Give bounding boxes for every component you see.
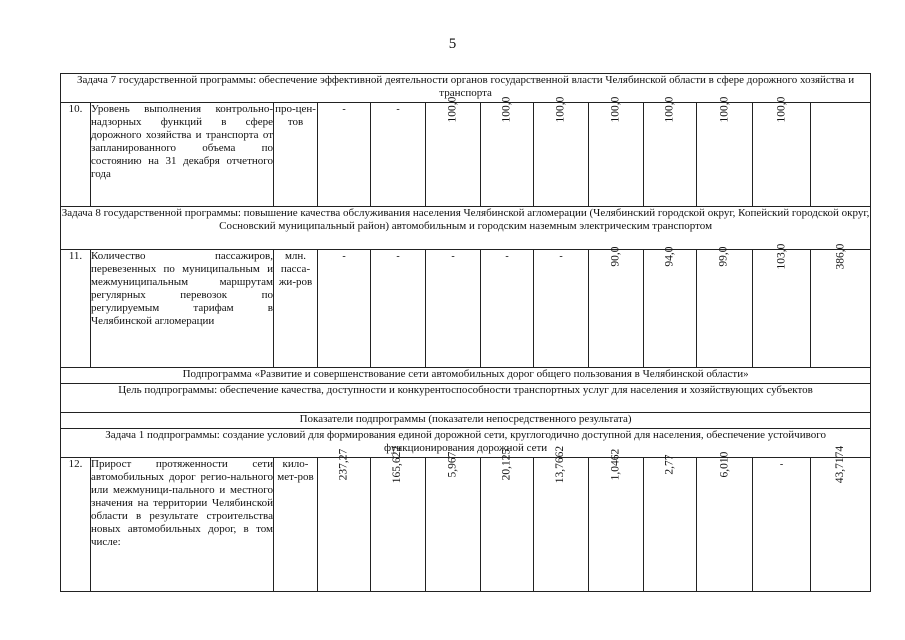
section-task7: Задача 7 государственной программы: обеспечение эффективной деятельности органов государственной власти Челябинской области в сфере дорожного хозяйства и транспорта: [61, 74, 871, 103]
value: 2,77: [663, 454, 676, 475]
value: -: [559, 251, 563, 262]
table-row: [61, 250, 871, 368]
value: 6,010: [718, 451, 730, 478]
value-cell: [811, 445, 871, 592]
indicator-unit: про-цен-тов: [274, 103, 318, 207]
value: 100,0: [500, 96, 513, 123]
value: 100,0: [718, 96, 730, 123]
value: 237,27: [337, 448, 350, 481]
value-cell: [753, 458, 811, 592]
section-goal: Цель подпрограммы: обеспечение качества, доступности и конкурентоспособности транспортных услуг для населения и хозяйствующих субъектов: [61, 384, 871, 413]
indicator-name: Уровень выполнения контрольно-надзорных функций в сфере дорожного хозяйства и транспорта от запланированного объема по состоянию на 31 декабря отчетного года: [91, 103, 274, 207]
value-cell: [589, 96, 644, 207]
value: 13,7662: [554, 445, 567, 484]
table-row: [61, 103, 871, 207]
page-number: 5: [448, 36, 457, 52]
value: 103,0: [775, 243, 787, 270]
value: -: [342, 251, 346, 262]
value-cell: [371, 103, 426, 207]
value-cell: [644, 454, 697, 592]
section-row: [61, 413, 871, 429]
row-number: 11.: [61, 250, 91, 368]
value: 100,0: [554, 96, 567, 123]
value-cell: [481, 250, 534, 368]
row-number: 10.: [61, 103, 91, 207]
value: 99,0: [718, 246, 730, 267]
row-number: 12.: [61, 458, 91, 592]
section-row: [61, 384, 871, 413]
table-row: [61, 458, 871, 592]
value-cell: [371, 445, 426, 592]
value: -: [505, 251, 509, 262]
value-cell: [589, 246, 644, 368]
value: 100,0: [775, 96, 787, 123]
value-cell: [534, 250, 589, 368]
indicator-name: Количество пассажиров, перевезенных по муниципальным и межмуниципальным маршрутам регулярных перевозок по регулируемым тарифам в Челябинской агломерации: [91, 250, 274, 368]
value: 90,0: [609, 246, 622, 267]
value-cell: [644, 96, 697, 207]
value-cell: [481, 448, 534, 592]
value: 43,7174: [834, 445, 847, 484]
value-cell: [481, 96, 534, 207]
section-row: [61, 207, 871, 250]
section-row: [61, 74, 871, 103]
value-cell: [426, 250, 481, 368]
value-cell: [697, 246, 753, 368]
value: 94,0: [663, 246, 676, 267]
section-row: [61, 429, 871, 458]
value: -: [342, 104, 346, 115]
section-task8: Задача 8 государственной программы: повышение качества обслуживания населения Челябинской агломерации (Челябинский городской округ, Копейский городской округ, Сосновский муниципальный район) автомобильным и городским наземным электрическим транспортом: [61, 207, 871, 250]
value-cell: [811, 103, 871, 207]
indicators-table: [60, 73, 871, 592]
value-cell: [697, 451, 753, 592]
value-cell: [644, 246, 697, 368]
value-cell: [589, 448, 644, 592]
value: -: [451, 251, 455, 262]
section-task1: Задача 1 подпрограммы: создание условий для формирования единой дорожной сети, круглогодично доступной для населения, обеспечение устойчивого функционирования дорожной сети: [61, 429, 871, 458]
section-subprogram: Подпрограмма «Развитие и совершенствование сети автомобильных дорог общего пользования в Челябинской области»: [61, 368, 871, 384]
value-cell: [753, 96, 811, 207]
section-indicators: Показатели подпрограммы (показатели непосредственного результата): [61, 413, 871, 429]
value-cell: [426, 96, 481, 207]
value: 100,0: [663, 96, 676, 123]
value: 165,622: [391, 445, 404, 484]
value-cell: [318, 448, 371, 592]
value-cell: [697, 96, 753, 207]
value: 100,0: [609, 96, 622, 123]
section-row: [61, 368, 871, 384]
value-cell: [318, 250, 371, 368]
value-cell: [534, 96, 589, 207]
value: -: [396, 104, 400, 115]
value-cell: [811, 243, 871, 368]
value: 100,0: [446, 96, 459, 123]
indicator-name: Прирост протяженности сети автомобильных дорог регио-нального или межмуници-пального и местного значения на территории Челябинской области в результате строительства новых автомобильных дорог, в том числе:: [91, 458, 274, 592]
value-cell: [753, 243, 811, 368]
value-cell: [371, 250, 426, 368]
value: -: [779, 459, 784, 470]
value: 5,967: [446, 451, 459, 478]
value: 1,0462: [609, 448, 622, 481]
value: 386,0: [834, 243, 847, 270]
value-cell: [426, 451, 481, 592]
value-cell: [534, 445, 589, 592]
value-cell: [318, 103, 371, 207]
value: 20,125: [500, 448, 513, 481]
indicator-unit: кило-мет-ров: [274, 458, 318, 592]
indicator-unit: млн. пасса-жи-ров: [274, 250, 318, 368]
value: -: [396, 251, 400, 262]
